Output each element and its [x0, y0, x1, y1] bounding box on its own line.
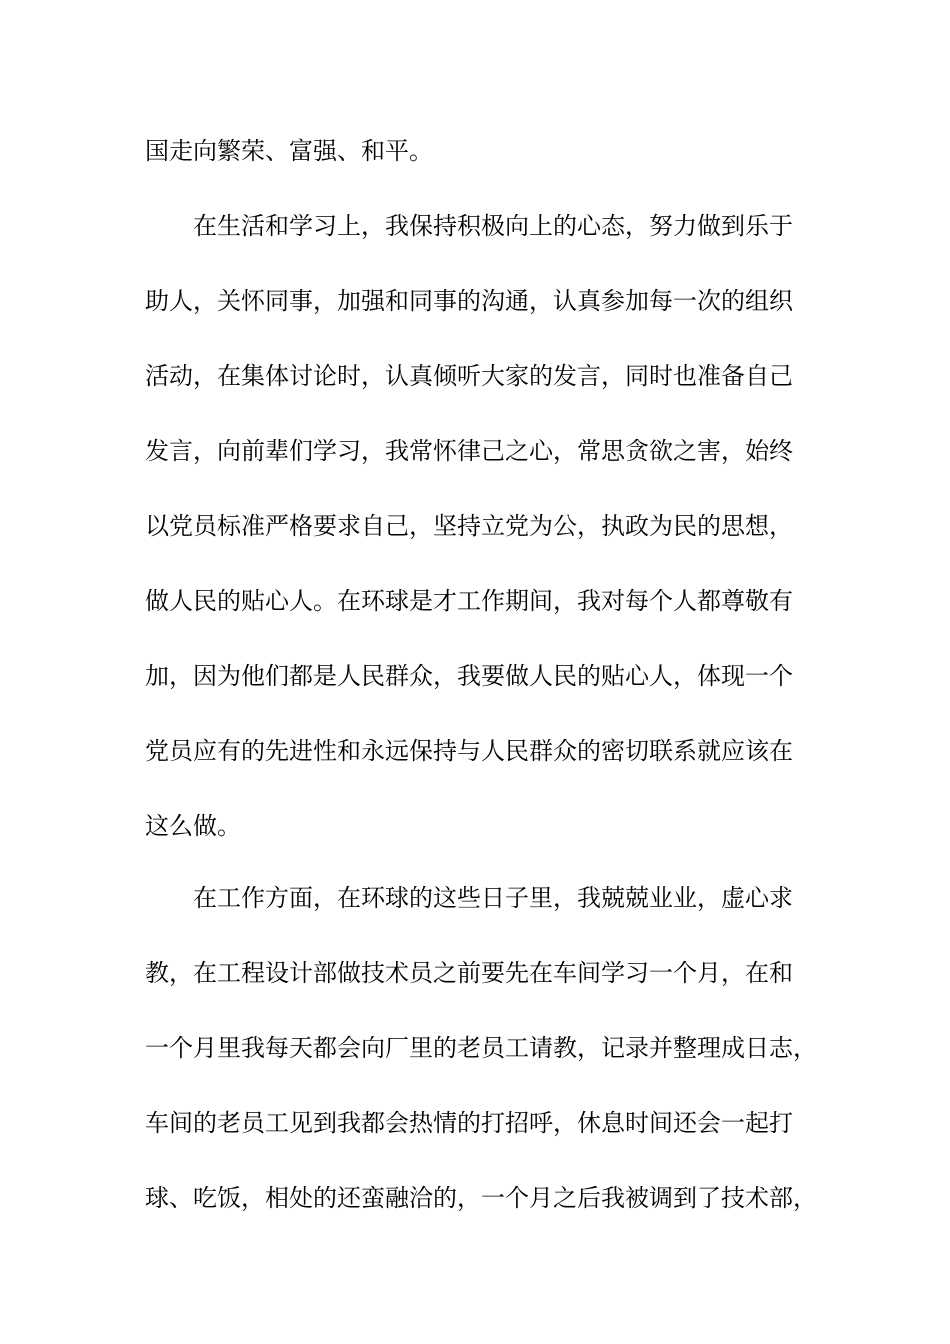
- text-line: 车间的老员工见到我都会热情的打招呼，休息时间还会一起打: [145, 1109, 793, 1137]
- text-line: 球、吃饭，相处的还蛮融洽的，一个月之后我被调到了技术部，: [145, 1184, 817, 1212]
- paragraph-first-line: 在生活和学习上，我保持积极向上的心态，努力做到乐于: [193, 212, 793, 240]
- text-line: 发言，向前辈们学习，我常怀律己之心，常思贪欲之害，始终: [145, 437, 793, 465]
- text-line: 加，因为他们都是人民群众，我要做人民的贴心人，体现一个: [145, 662, 793, 690]
- text-line: 以党员标准严格要求自己，坚持立党为公，执政为民的思想，: [145, 512, 793, 540]
- text-line: 教，在工程设计部做技术员之前要先在车间学习一个月，在和: [145, 959, 793, 987]
- text-line: 党员应有的先进性和永远保持与人民群众的密切联系就应该在: [145, 737, 793, 765]
- text-line: 活动，在集体讨论时，认真倾听大家的发言，同时也准备自己: [145, 362, 793, 390]
- text-line: 做人民的贴心人。在环球是才工作期间，我对每个人都尊敬有: [145, 587, 793, 615]
- text-line: 这么做。: [145, 812, 241, 840]
- paragraph-first-line: 在工作方面，在环球的这些日子里，我兢兢业业，虚心求: [193, 884, 793, 912]
- text-line: 国走向繁荣、富强、和平。: [145, 137, 433, 165]
- text-line: 助人，关怀同事，加强和同事的沟通，认真参加每一次的组织: [145, 287, 793, 315]
- text-line: 一个月里我每天都会向厂里的老员工请教，记录并整理成日志，: [145, 1034, 817, 1062]
